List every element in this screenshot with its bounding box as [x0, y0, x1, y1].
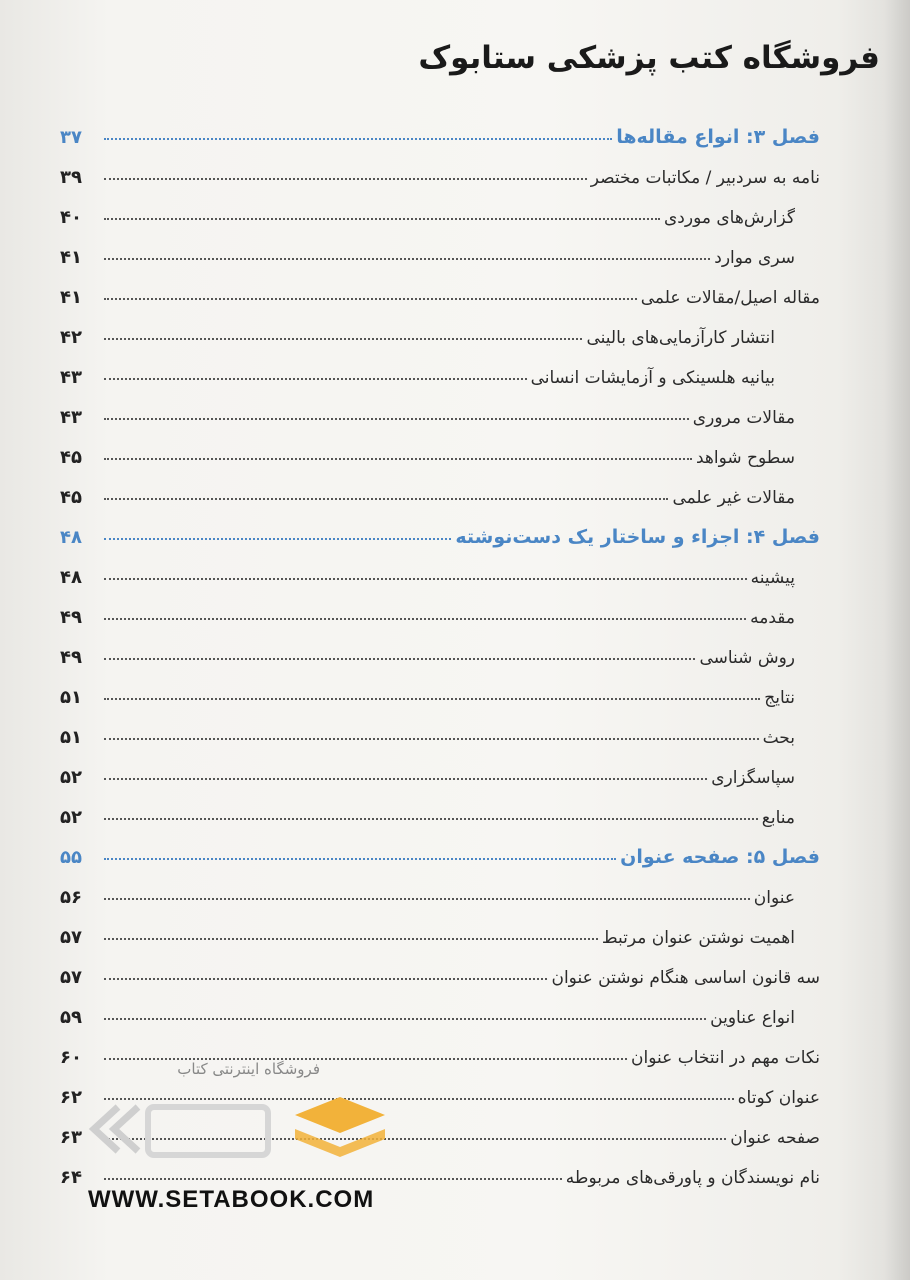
dot-leader — [104, 498, 668, 500]
toc-row — [60, 990, 820, 1030]
toc-page-number: ۵۹ — [60, 1007, 82, 1028]
toc-entry-title: فصل ۳: انواع مقاله‌ها — [616, 126, 820, 148]
dot-leader — [104, 378, 527, 380]
toc-row — [60, 230, 820, 270]
toc-row — [60, 870, 820, 910]
dot-leader — [104, 658, 695, 660]
dot-leader — [104, 898, 750, 900]
toc-entry-title: سری موارد — [714, 248, 795, 268]
store-url: WWW.SETABOOK.COM — [88, 1186, 375, 1213]
toc-row — [60, 550, 820, 590]
store-title: فروشگاه کتب پزشکی ستابوک — [418, 40, 880, 76]
toc-chapter-row — [60, 830, 820, 870]
dot-leader — [104, 978, 547, 980]
toc-entry-title: انتشار کارآزمایی‌های بالینی — [586, 328, 775, 348]
dot-leader — [104, 578, 747, 580]
toc-entry-title: انواع عناوین — [710, 1008, 795, 1028]
toc-entry-title: عنوان — [753, 888, 795, 908]
toc-entry-title: نکات مهم در انتخاب عنوان — [631, 1048, 820, 1068]
toc-page-number: ۵۵ — [60, 847, 82, 868]
dot-leader — [104, 778, 707, 780]
toc-row — [60, 630, 820, 670]
toc-page-number: ۴۸ — [60, 567, 82, 588]
toc-entry-title: مقاله اصیل/مقالات علمی — [640, 288, 820, 308]
toc-page-number: ۵۱ — [60, 687, 82, 708]
toc-page-number: ۴۱ — [60, 287, 82, 308]
toc-row — [60, 190, 820, 230]
toc-page-number: ۵۱ — [60, 727, 82, 748]
toc-page-number: ۴۲ — [60, 327, 82, 348]
dot-leader — [104, 178, 587, 180]
toc-entry-title: نتایج — [764, 688, 795, 708]
toc-page-number: ۶۴ — [60, 1167, 82, 1188]
book-stack-icon — [295, 1097, 385, 1157]
toc-row — [60, 910, 820, 950]
toc-row — [60, 390, 820, 430]
toc-page-number: ۶۲ — [60, 1087, 82, 1108]
toc-page-number: ۴۰ — [60, 207, 82, 228]
dot-leader — [104, 338, 582, 340]
toc-row — [60, 310, 820, 350]
dot-leader — [104, 218, 660, 220]
dot-leader — [104, 538, 451, 540]
toc-chapter-row — [60, 510, 820, 550]
toc-entry-title: سپاسگزاری — [711, 768, 795, 788]
toc-row — [60, 950, 820, 990]
toc-entry-title: منابع — [761, 808, 795, 828]
toc-entry-title: بیانیه هلسینکی و آزمایشات انسانی — [530, 368, 775, 388]
toc-entry-title: مقالات غیر علمی — [672, 488, 795, 508]
toc-row — [60, 150, 820, 190]
toc-row — [60, 430, 820, 470]
toc-entry-title: روش شناسی — [699, 648, 795, 668]
toc-page-number: ۵۲ — [60, 807, 82, 828]
toc-row — [60, 590, 820, 630]
toc-page-number: ۴۳ — [60, 367, 82, 388]
toc-entry-title: نامه به سردبیر / مکاتبات مختصر — [590, 168, 820, 188]
dot-leader — [104, 458, 692, 460]
toc-row — [60, 270, 820, 310]
dot-leader — [104, 418, 689, 420]
dot-leader — [104, 938, 598, 940]
toc-page-number: ۴۹ — [60, 647, 82, 668]
toc-chapter-row — [60, 110, 820, 150]
toc-page-number: ۶۰ — [60, 1047, 82, 1068]
toc-entry-title: فصل ۴: اجزاء و ساختار یک دست‌نوشته — [455, 526, 820, 548]
toc-entry-title: پیشینه — [750, 568, 795, 588]
toc-page-number: ۵۲ — [60, 767, 82, 788]
setabook-logo — [80, 1085, 410, 1175]
toc-page-number: ۴۹ — [60, 607, 82, 628]
toc-entry-title: صفحه عنوان — [730, 1128, 820, 1148]
toc-row — [60, 350, 820, 390]
dot-leader — [104, 298, 637, 300]
toc-page-number: ۴۱ — [60, 247, 82, 268]
toc-entry-title: بحث — [762, 728, 795, 748]
toc-page-number: ۵۷ — [60, 927, 82, 948]
toc-entry-title: مقالات مروری — [692, 408, 795, 428]
logo-wordmark-frame — [148, 1107, 268, 1155]
toc-entry-title: نام نویسندگان و پاورقی‌های مربوطه — [565, 1168, 820, 1188]
dot-leader — [104, 258, 710, 260]
toc-row — [60, 710, 820, 750]
dot-leader — [104, 858, 616, 860]
toc-entry-title: سطوح شواهد — [696, 448, 795, 468]
toc-row — [60, 670, 820, 710]
dot-leader — [104, 818, 758, 820]
toc-row — [60, 750, 820, 790]
toc-page-number: ۳۹ — [60, 167, 82, 188]
dot-leader — [104, 738, 759, 740]
store-tagline: فروشگاه اینترنتی کتاب — [177, 1060, 320, 1078]
dot-leader — [104, 618, 746, 620]
toc-entry-title: سه قانون اساسی هنگام نوشتن عنوان — [551, 968, 820, 988]
toc-entry-title: گزارش‌های موردی — [664, 208, 795, 228]
toc-page-number: ۶۳ — [60, 1127, 82, 1148]
toc-page-number: ۳۷ — [60, 127, 82, 148]
toc-entry-title: عنوان کوتاه — [737, 1088, 820, 1108]
dot-leader — [104, 1018, 706, 1020]
dot-leader — [104, 138, 612, 140]
dot-leader — [104, 698, 760, 700]
toc-page-number: ۵۶ — [60, 887, 82, 908]
toc-page-number: ۴۵ — [60, 447, 82, 468]
toc-entry-title: مقدمه — [750, 608, 795, 628]
toc-entry-title: اهمیت نوشتن عنوان مرتبط — [601, 928, 795, 948]
page-edge-shadow — [884, 0, 910, 1280]
toc-row — [60, 470, 820, 510]
toc-page-number: ۴۳ — [60, 407, 82, 428]
toc-entry-title: فصل ۵: صفحه عنوان — [620, 846, 820, 868]
toc-row — [60, 790, 820, 830]
toc-page-number: ۴۵ — [60, 487, 82, 508]
dot-leader — [104, 1178, 562, 1180]
toc-page-number: ۴۸ — [60, 527, 82, 548]
chevron-icon — [94, 1107, 138, 1151]
toc-page-number: ۵۷ — [60, 967, 82, 988]
